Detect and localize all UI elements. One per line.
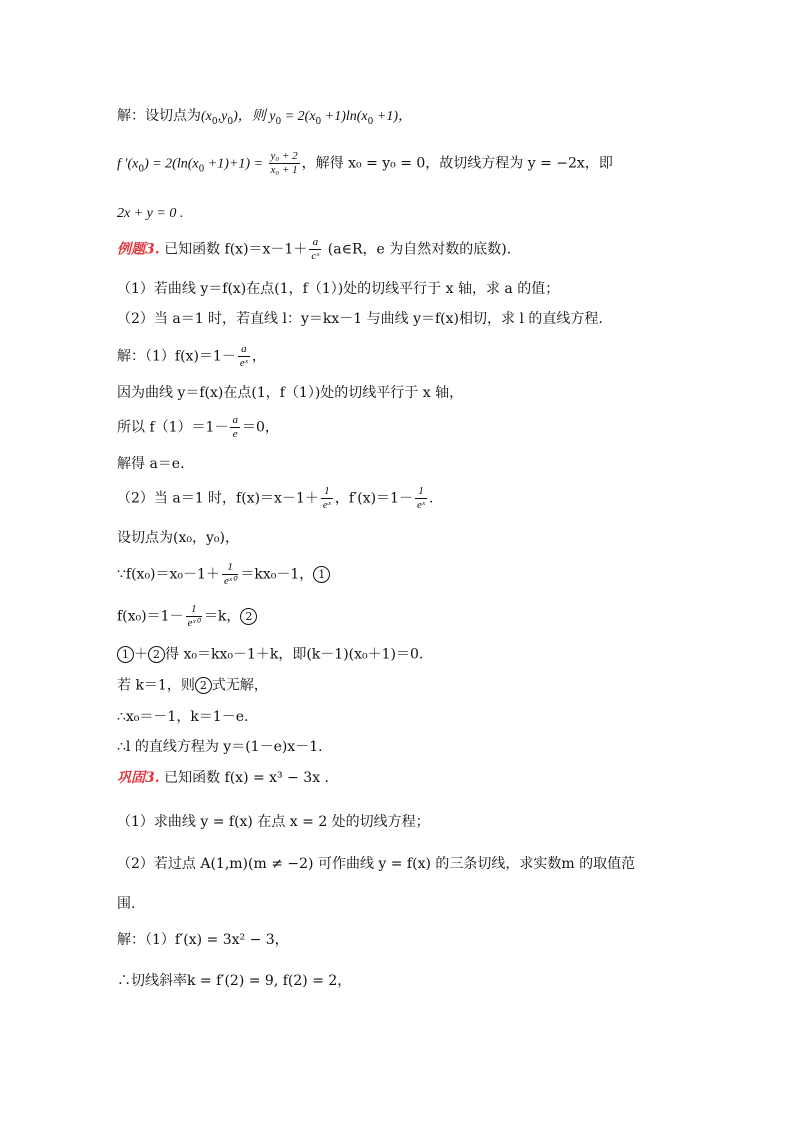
fraction-denominator: e	[232, 428, 238, 441]
solution-step: 解：（1）f′(x) = 3x² − 3，	[117, 932, 289, 948]
fraction-denominator: x₀ + 1	[270, 164, 298, 177]
circled-number: 1	[313, 566, 330, 583]
solution-step: 因为曲线 y＝f(x)在点(1，f（1）)处的切线平行于 x 轴，	[117, 385, 464, 401]
text-segment: 已知函数 f(x) = x³ − 3x .	[159, 770, 329, 786]
fraction-denominator: eˣ	[322, 499, 331, 512]
question-2: （2）当 a＝1 时，若直线 l：y＝kx－1 与曲线 y＝f(x)相切，求 l 的直线方程.	[117, 311, 603, 327]
fraction-denominator: eˣ⁰	[223, 575, 237, 588]
circled-number: 1	[117, 646, 134, 663]
fraction	[186, 603, 202, 630]
fraction-numerator: a	[230, 414, 240, 428]
text-segment: 若 k＝1，则	[117, 677, 195, 694]
circled-number: 2	[195, 677, 212, 694]
solution-line-3: 2x + y = 0 .	[117, 206, 184, 221]
example-3-statement	[117, 236, 511, 263]
solution-step	[117, 677, 268, 694]
subscript: 0	[275, 116, 282, 127]
math-segment: +1)ln(x	[321, 109, 368, 124]
math-segment: +1)+1) =	[204, 156, 267, 172]
solution-step	[117, 485, 433, 512]
text-segment: 所以 f（1）＝1－	[117, 419, 229, 436]
text-segment: ＝kx₀－1，	[240, 566, 314, 583]
solution-step	[117, 343, 266, 370]
fraction-numerator: a	[238, 343, 250, 357]
fraction-numerator: 1	[222, 561, 238, 575]
fraction	[321, 485, 333, 512]
solution-line-1	[117, 109, 412, 127]
text-segment: ＝0，	[241, 419, 279, 436]
subscript: 0	[211, 116, 218, 127]
text-segment: 已知函数 f(x)＝x－1＋	[159, 241, 308, 258]
subscript: 0	[198, 164, 205, 175]
text-segment: 解：（1）f(x)＝1－	[117, 348, 236, 365]
fraction	[309, 236, 321, 263]
text-segment: ＝k，	[203, 608, 241, 625]
fraction	[238, 343, 250, 370]
math-segment: ) = 2(ln(x	[144, 156, 199, 172]
subscript: 0	[315, 116, 322, 127]
solution-step	[117, 414, 279, 441]
subscript: 0	[227, 116, 234, 127]
text-segment: .	[428, 490, 434, 507]
solution-line-2	[117, 150, 613, 177]
math-segment: )，则 y	[233, 109, 276, 124]
text-segment: (a∈R，e 为自然对数的底数).	[323, 241, 512, 258]
fraction-numerator: a	[309, 236, 321, 250]
text-segment: ，解得 x₀ = y₀ = 0，故切线方程为 y = −2x，即	[301, 155, 613, 172]
solution-step	[117, 561, 330, 588]
fraction-numerator: 1	[186, 603, 202, 617]
fraction	[415, 485, 427, 512]
circled-number: 2	[148, 646, 165, 663]
text-segment: （2）当 a＝1 时，f(x)＝x－1＋	[117, 490, 319, 507]
example-label: 例题3.	[117, 241, 160, 258]
math-segment: f ′(x	[117, 156, 139, 172]
question-1: （1）若曲线 y＝f(x)在点(1，f（1）)处的切线平行于 x 轴，求 a 的值；	[117, 281, 560, 297]
fraction-denominator: eˣ⁰	[187, 617, 200, 630]
fraction-denominator: eˣ	[239, 357, 248, 370]
fraction	[222, 561, 238, 588]
text-segment: ，f′(x)＝1－	[334, 490, 413, 507]
consolidation-3-statement	[117, 771, 329, 785]
question-2: （2）若过点 A(1,m)(m ≠ −2) 可作曲线 y = f(x) 的三条切线，求实数m 的取值范	[117, 856, 636, 872]
text-segment: 式无解，	[211, 677, 268, 694]
fraction-numerator: 1	[321, 485, 333, 499]
fraction-denominator: eˣ	[416, 499, 425, 512]
text-segment: f(x₀)＝1－	[117, 608, 184, 625]
solution-step: 设切点为(x₀，y₀)，	[117, 530, 239, 546]
fraction	[230, 414, 240, 441]
math-segment: +1)，	[373, 109, 412, 124]
text-segment: ＋	[134, 646, 148, 663]
math-segment: = 2(x	[281, 109, 316, 124]
solution-step: ∴l 的直线方程为 y＝(1－e)x－1.	[117, 739, 323, 755]
fraction-numerator: y₀ + 2	[269, 150, 300, 164]
fraction	[269, 150, 300, 177]
solution-step: ∴x₀＝－1，k＝1－e.	[117, 709, 249, 725]
circled-number: 2	[240, 608, 257, 625]
solution-step: ∴切线斜率k = f′(2) = 9, f(2) = 2，	[117, 973, 352, 989]
consolidation-label: 巩固3.	[117, 770, 160, 786]
text-segment: ∵f(x₀)＝x₀－1＋	[117, 566, 220, 583]
text-segment: ，	[251, 348, 266, 365]
question-2-continued: 围.	[117, 896, 136, 912]
solution-step: 解得 a＝e.	[117, 456, 185, 472]
question-1: （1）求曲线 y = f(x) 在点 x = 2 处的切线方程；	[117, 814, 430, 830]
subscript: 0	[138, 164, 145, 175]
solution-step	[117, 646, 423, 663]
math-segment: (x	[201, 109, 212, 124]
fraction-numerator: 1	[415, 485, 427, 499]
math-segment: ,y	[217, 109, 228, 124]
text-segment: 得 x₀＝kx₀－1＋k，即(k－1)(x₀＋1)＝0.	[165, 646, 424, 663]
text-segment: 解：设切点为	[117, 108, 201, 124]
subscript: 0	[367, 116, 374, 127]
fraction-denominator: cˣ	[311, 250, 320, 263]
solution-step	[117, 603, 257, 630]
